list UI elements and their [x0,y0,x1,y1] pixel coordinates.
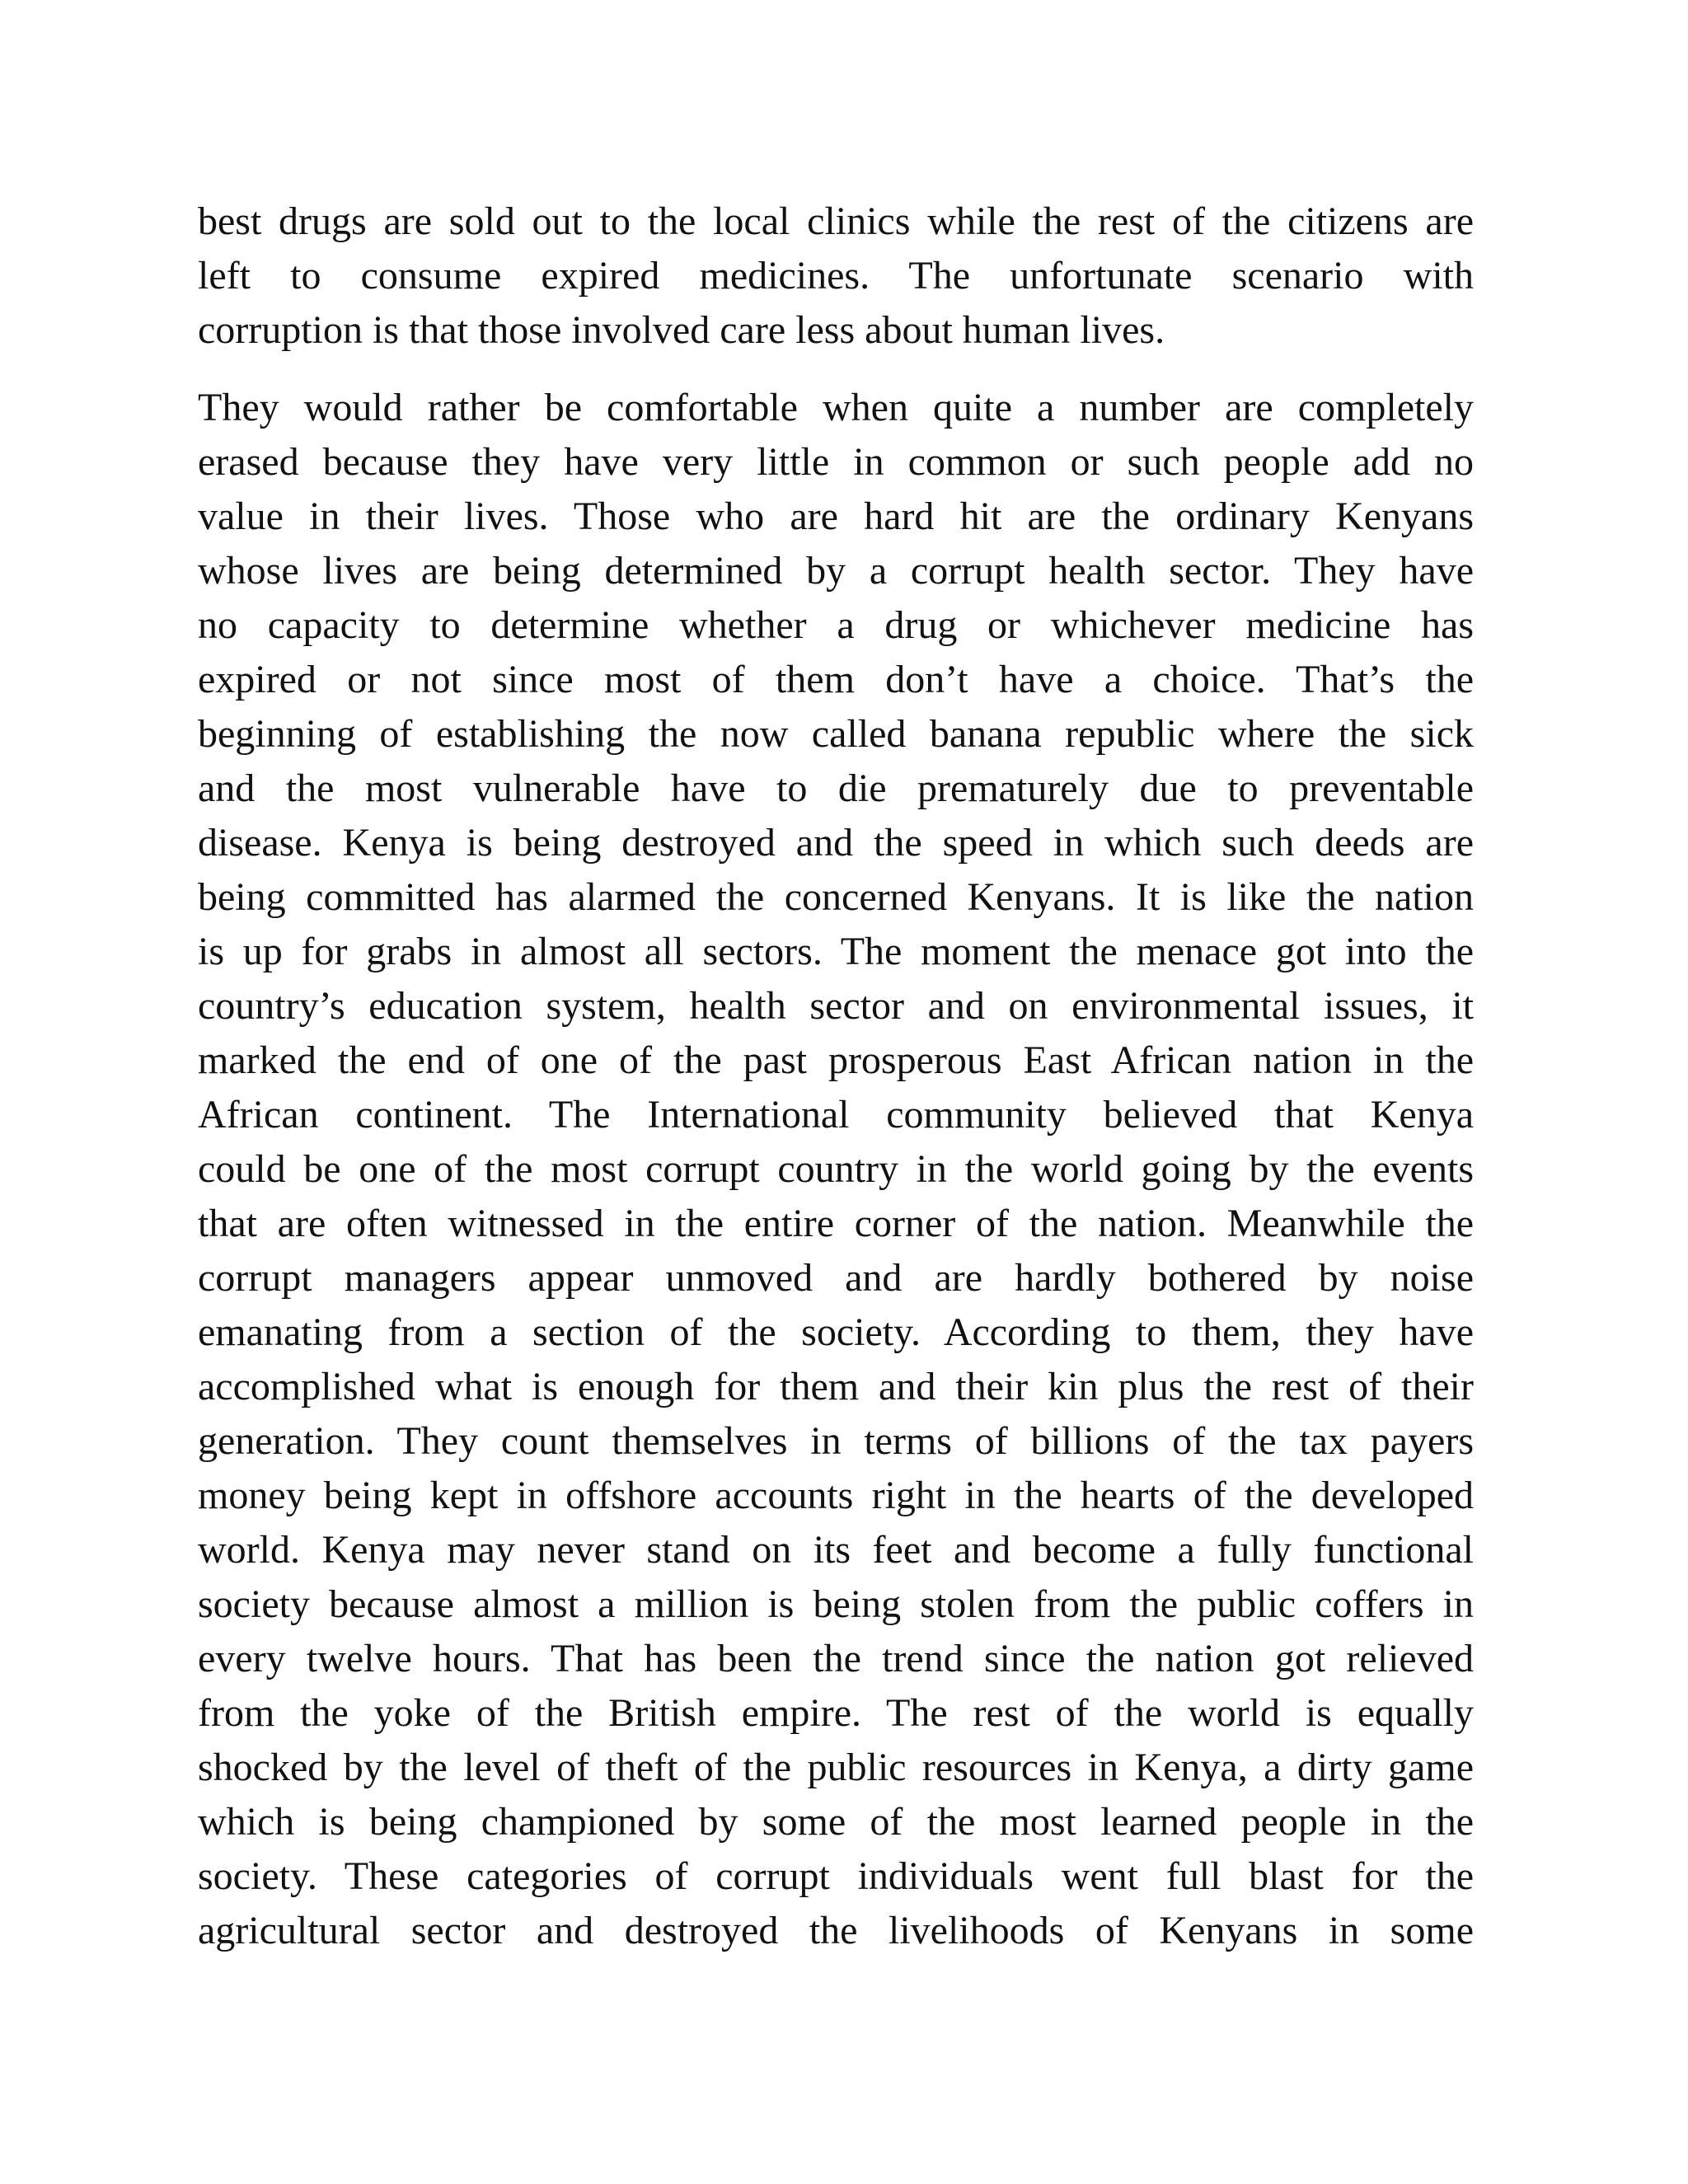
text-line: could be one of the most corrupt country in the world going by the events [198,1147,1474,1191]
text-line: emanating from a section of the society. According to them, they have [198,1310,1474,1354]
text-line: erased because they have very little in common or such people add no [198,440,1474,484]
text-line: agricultural sector and destroyed the livelihoods of Kenyans in some [198,1909,1474,1952]
text-line: best drugs are sold out to the local clinics while the rest of the citizens are [198,199,1474,243]
text-line: disease. Kenya is being destroyed and the speed in which such deeds are [198,821,1474,865]
text-line: no capacity to determine whether a drug or whichever medicine has [198,603,1474,647]
text-line: world. Kenya may never stand on its feet and become a fully functional [198,1528,1474,1572]
text-line: from the yoke of the British empire. The rest of the world is equally [198,1691,1474,1735]
text-line: corrupt managers appear unmoved and are hardly bothered by noise [198,1256,1474,1300]
text-line: expired or not since most of them don’t have a choice. That’s the [198,658,1474,701]
text-line: left to consume expired medicines. The unfortunate scenario with [198,254,1474,298]
text-line: African continent. The International community believed that Kenya [198,1093,1474,1137]
text-line: society because almost a million is being stolen from the public coffers in [198,1582,1474,1626]
text-line: is up for grabs in almost all sectors. The moment the menace got into the [198,930,1474,973]
text-line: They would rather be comfortable when quite a number are completely [198,386,1474,429]
text-line: every twelve hours. That has been the trend since the nation got relieved [198,1637,1474,1680]
text-line: country’s education system, health sector and on environmental issues, it [198,984,1474,1028]
text-line: society. These categories of corrupt individuals went full blast for the [198,1854,1474,1898]
text-line: money being kept in offshore accounts right in the hearts of the developed [198,1474,1474,1517]
text-line: marked the end of one of the past prosperous East African nation in the [198,1038,1474,1082]
text-line: value in their lives. Those who are hard hit are the ordinary Kenyans [198,494,1474,538]
text-line: and the most vulnerable have to die prematurely due to preventable [198,766,1474,810]
text-line: generation. They count themselves in terms of billions of the tax payers [198,1419,1474,1463]
paragraph-2 [198,381,1474,1958]
text-line: corruption is that those involved care less about human lives. [198,308,1165,352]
text-line: accomplished what is enough for them and their kin plus the rest of their [198,1365,1474,1408]
text-line: beginning of establishing the now called banana republic where the sick [198,712,1474,756]
text-line: shocked by the level of theft of the public resources in Kenya, a dirty game [198,1746,1474,1789]
text-line: being committed has alarmed the concerned Kenyans. It is like the nation [198,875,1474,919]
text-line: that are often witnessed in the entire corner of the nation. Meanwhile the [198,1202,1474,1245]
text-line: which is being championed by some of the most learned people in the [198,1800,1474,1844]
paragraph-1 [198,194,1474,358]
text-line: whose lives are being determined by a corrupt health sector. They have [198,549,1474,593]
